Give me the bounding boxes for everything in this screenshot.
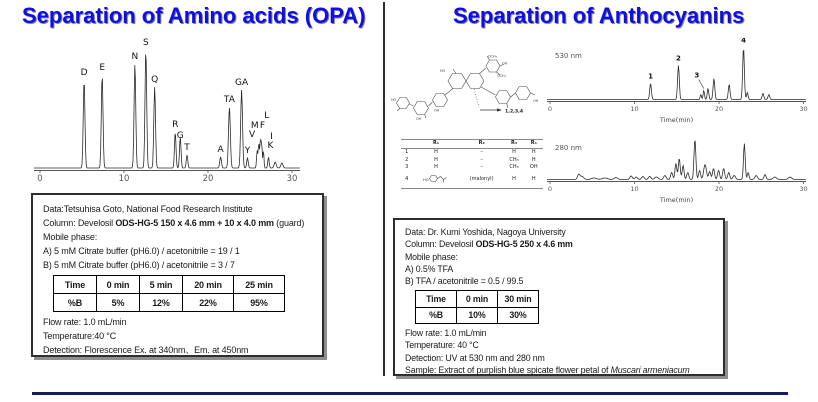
table-cell: H [531,148,536,155]
anthocyanin-280nm-chromatogram [543,124,815,216]
peak-label: I [270,132,273,142]
x-axis-label: Time(min) [659,196,694,204]
table-cell: 25 min [234,276,285,294]
tick-label: 0 [547,185,553,193]
footer-rule [32,392,788,395]
coumaroyl-structure-icon [423,173,449,184]
column-header: R₂ [460,140,504,149]
table-row [54,276,285,294]
structure-pointer-arrow [480,108,502,111]
panel-divider [383,2,385,376]
amino-acid-chromatogram [28,33,320,185]
table-cell: CH₃ [509,156,519,163]
gradient-table [415,290,539,324]
table-cell: 0 min [457,291,498,307]
tick-label: 30 [799,185,808,193]
table-cell: 95% [234,294,285,312]
svg-text:HO: HO [423,178,429,182]
peak-label: D [80,68,88,78]
table-cell: 5% [97,294,140,312]
tick-label: 10 [630,185,639,193]
table-cell: %B [416,307,457,323]
column-prefix: Column: Develosil [405,239,476,250]
table-cell: H [434,164,438,171]
amino-method-box [31,193,324,357]
peak-pointer-arrow [699,80,704,89]
peak-label: T [184,143,190,153]
column-header: R₃ [504,140,525,149]
peak-label: Y [244,146,251,156]
temperature-line: Temperature:40 °C [43,331,117,341]
table-cell: 12% [140,294,183,312]
tick-label: 20 [202,174,214,184]
column-line [43,216,318,230]
tick-label: 30 [799,105,808,113]
table-cell: 1 [405,148,409,155]
table-cell: 2 [405,156,409,163]
peak-label: G [176,131,184,141]
table-cell: 22% [183,294,234,312]
table-cell: H [504,172,525,188]
peak-label: TA [223,95,235,105]
substituent-label: OH [502,61,508,66]
anthocyanin-structure-diagram [390,50,553,124]
x-axis-label: Time(min) [659,116,694,124]
column-suffix: (guard) [273,218,305,228]
table-cell: 4 [401,172,412,188]
table-cell: 0 min [97,276,140,294]
table-header-row [401,140,543,149]
table-row [401,164,543,172]
table-cell: 5 min [140,276,183,294]
mobile-phase-label: Mobile phase: [43,232,98,242]
table-row [401,172,543,188]
amino-acids-title: Separation of Amino acids (OPA) [22,3,366,28]
chromatogram-trace [547,141,806,179]
table-cell: 20 min [183,276,234,294]
temperature-line: Temperature: 40 °C [405,340,479,351]
substituent-label: OCH₃ [497,74,506,78]
data-source-line: Data:Tetsuhisa Goto, National Food Research Institute [43,204,253,214]
table-cell: H [531,156,536,163]
peak-label: R [172,120,179,130]
table-cell: %B [54,294,97,312]
anthocyanin-method-box [393,218,725,376]
phase-b-line: B) TFA / acetonitrile = 0.5 / 99.5 [405,276,524,287]
phase-b-line: B) 5 mM Citrate buffer (pH6.0) / acetonitrile = 3 / 7 [43,260,235,270]
table-cell: (malonyl) [460,172,504,188]
sample-prefix: Sample: Extract of purplish blue spicate flower petal of [405,364,611,375]
column-spec: ODS-HG-5 150 x 4.6 mm + 10 x 4.0 mm [115,218,274,228]
table-row [416,307,539,323]
phase-a-line: A) 0.5% TFA [405,263,454,274]
peak-label: 3 [694,71,700,80]
column-header [401,140,412,149]
gradient-table [53,275,285,312]
sample-species: Muscari armeniacum [610,364,690,375]
peak-label: E [99,63,106,73]
table-row [401,157,543,165]
tick-label: 0 [37,174,43,184]
peak-label: GA [235,78,249,88]
table-cell [412,172,459,188]
table-row [401,148,543,156]
tick-label: 30 [286,174,298,184]
table-cell: H [434,156,438,163]
column-spec: ODS-HG-5 250 x 4.6 mm [475,239,573,250]
tick-label: 20 [714,105,724,113]
table-cell: Time [416,291,457,307]
table-cell: H [434,148,438,155]
table-cell: – [480,148,483,155]
data-source-line: Data: Dr. Kumi Yoshida, Nagoya University [405,227,566,237]
table-cell: 30 min [498,291,539,307]
anthocyanin-530nm-chromatogram [543,38,815,128]
column-header: R₁ [412,140,459,149]
peak-label: F [259,121,266,131]
flow-rate-line: Flow rate: 1.0 mL/min [405,328,487,339]
peak-label: Q [151,75,159,85]
substituent-label: HO [440,69,446,73]
peak-label: M [250,121,259,131]
anthocyanins-title: Separation of Anthocyanins [453,3,745,28]
substituent-label: OCH₃ [488,54,497,59]
column-header: R₄ [525,140,544,149]
substituent-label: HO [391,98,397,102]
column-line [405,238,720,250]
phase-a-line: A) 5 mM Citrate buffer (pH6.0) / acetonitrile = 19 / 1 [43,246,240,256]
peak-label: 2 [676,54,681,63]
substituent-label: OH [416,117,422,121]
table-cell: 3 [405,164,409,171]
tick-label: 20 [714,185,724,193]
substituent-table [401,139,543,189]
table-cell: Time [54,276,97,294]
wavelength-label: 530 nm [555,52,582,60]
peak-label: 4 [741,38,746,45]
substituent-label: OH [533,99,539,103]
table-cell: H [525,172,544,188]
column-prefix: Column: Develosil [43,218,116,228]
table-cell: CH₃ [509,164,519,171]
peak-label: N [131,52,139,62]
peak-label: K [267,141,274,151]
table-row [416,291,539,307]
table-row [54,294,285,312]
peak-label: S [142,38,149,48]
table-cell: – [480,156,483,163]
tick-label: 0 [547,105,553,113]
detection-line: Detection: Florescence Ex. at 340nm、Em. at 450nm [43,345,249,355]
table-cell: H [512,148,516,155]
peak-label: V [249,130,256,140]
wavelength-label: 280 nm [555,144,582,152]
chromatogram-trace [34,55,300,168]
tick-label: 10 [118,174,130,184]
detection-line: Detection: UV at 530 nm and 280 nm [405,352,545,363]
sample-line [405,364,720,376]
table-cell: OH [529,164,538,171]
peak-label: 1 [648,72,653,81]
peak-label: A [217,145,224,155]
mobile-phase-label: Mobile phase: [405,251,458,262]
table-cell: 30% [498,307,539,323]
table-cell: – [480,164,483,171]
peak-numbers-text: 1,2,3,4 [505,109,524,115]
substituent-label: OH [434,108,440,113]
peak-label: L [264,111,270,121]
tick-label: 10 [630,105,639,113]
table-cell: 10% [457,307,498,323]
flow-rate-line: Flow rate: 1.0 mL/min [43,317,127,327]
